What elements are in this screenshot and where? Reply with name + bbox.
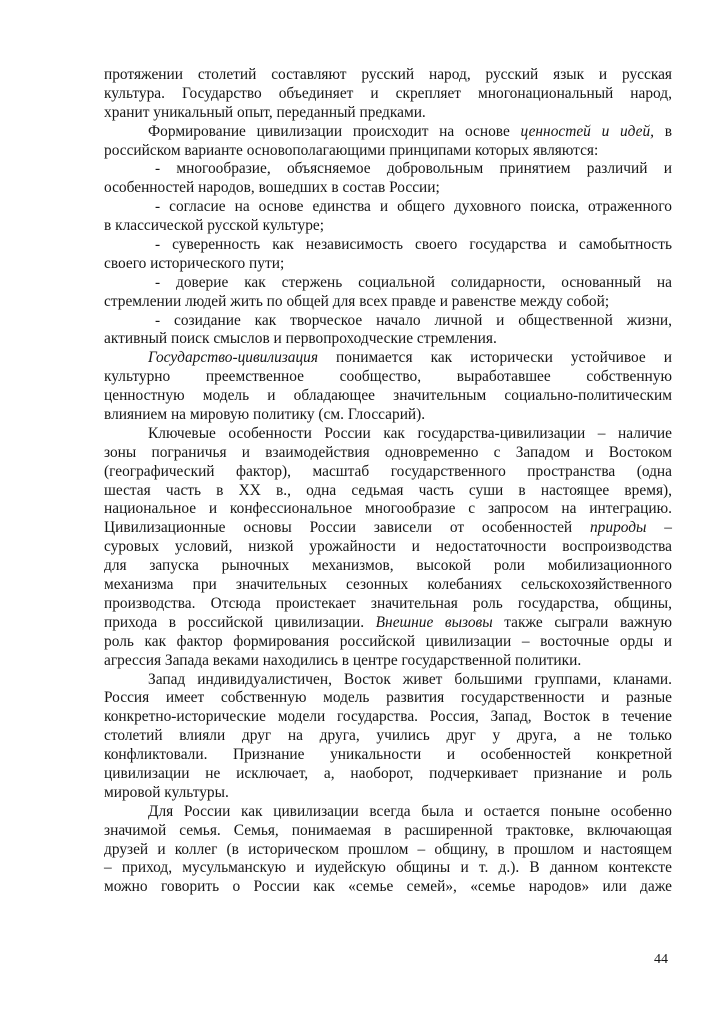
text-line [104,123,672,142]
text-run: для запуска рыночных механизмов, высокой роли мобилизационного [104,557,672,575]
text-line [104,614,672,633]
text-run: конкретно-исторические модели государства. Россия, Запад, Восток в течение [104,708,672,726]
text-line [104,274,672,293]
text-run: в классической русской культуре; [104,217,324,235]
text-line [104,576,672,595]
text-line [104,198,672,217]
text-line [104,312,672,331]
text-line [104,387,672,406]
text-run: Запад индивидуалистичен, Восток живет большими группами, кланами. [148,670,672,688]
text-run: значимой семья. Семья, понимаемая в расширенной трактовке, включающая [104,821,672,839]
text-run: - созидание как творческое начало личной и общественной жизни, [155,311,672,329]
text-line [104,104,672,123]
text-run: шестая часть в XX в., одна седьмая часть суши в настоящее время), [104,481,672,499]
text-line [104,179,672,198]
text-line [104,519,672,538]
italic-term: ценностей и идей, [520,122,655,140]
text-line [104,406,672,425]
text-run: зоны пограничья и взаимодействия одновременно с Западом и Востоком [104,443,672,461]
text-run: агрессия Запада веками находились в центре государственной политики. [104,651,582,669]
text-line [104,444,672,463]
text-run: Цивилизационные основы России зависели от особенностей [104,519,590,537]
text-run: влиянием на мировую политику (см. Глоссарий). [104,406,426,424]
text-run: цивилизации не исключает, а, наоборот, подчеркивает признание и роль [104,764,672,782]
text-line [104,689,672,708]
text-run: культура. Государство объединяет и скрепляет многонациональный народ, [104,84,672,102]
text-line [104,878,672,897]
text-run: - доверие как стержень социальной солидарности, основанный на [155,273,672,291]
text-line [104,557,672,576]
text-run: культурно преемственное сообщество, выработавшее собственную [104,368,672,386]
text-run: друзей и коллег (в историческом прошлом – общину, в прошлом и настоящем [104,840,672,858]
italic-term: природы [589,519,647,537]
text-line [104,859,672,878]
text-line [104,538,672,557]
italic-term: Государство-цивилизация [148,349,319,367]
text-run: конфликтовали. Признание уникальности и особенностей конкретной [104,746,672,764]
text-run: в [654,122,673,140]
text-run: Ключевые особенности России как государства-цивилизации – наличие [148,424,672,442]
text-line [104,255,672,274]
body-text [104,66,672,897]
text-run: активный поиск смыслов и первопроходческие стремления. [104,330,497,348]
text-run: прихода в российской цивилизации. [104,613,376,631]
text-run: – приход, мусульманскую и иудейскую общины и т. д.). В данном контексте [104,859,672,877]
text-run: Для России как цивилизации всегда была и остается поныне особенно [148,802,672,820]
text-line [104,85,672,104]
text-run: суровых условий, низкой урожайности и недостаточности воспроизводства [104,538,672,556]
text-line [104,293,672,312]
text-line [104,217,672,236]
text-line [104,671,672,690]
text-line [104,142,672,161]
text-line [104,368,672,387]
text-line [104,463,672,482]
text-line [104,727,672,746]
text-line [104,482,672,501]
text-run: - многообразие, объясняемое добровольным принятием различий и [155,160,672,178]
text-run: мировой культуры. [104,783,229,801]
text-run: понимается как исторически устойчивое и [318,349,672,367]
text-run: - согласие на основе единства и общего духовного поиска, отраженного [155,198,672,216]
text-line [104,765,672,784]
text-line [104,425,672,444]
text-run: также сыграли важную [492,613,672,631]
text-run: можно говорить о России как «семье семей», «семье народов» или даже [104,878,672,896]
text-run: ценностную модель и обладающее значительным социально-политическим [104,387,672,405]
text-run: своего исторического пути; [104,254,285,272]
text-run: механизма при значительных сезонных колебаниях сельскохозяйственного [104,576,672,594]
text-run: Россия имеет собственную модель развития государственности и разные [104,689,672,707]
text-run: столетий влияли друг на друга, учились друг у друга, а не только [104,727,672,745]
italic-term: Внешние вызовы [375,613,493,631]
text-line [104,633,672,652]
text-line [104,803,672,822]
text-run: российском варианте основополагающими принципами которых являются: [104,141,599,159]
text-line [104,66,672,85]
text-line [104,784,672,803]
text-line [104,349,672,368]
text-run: производства. Отсюда проистекает значительная роль государства, общины, [104,594,672,612]
page-number: 44 [654,952,668,967]
text-run: Формирование цивилизации происходит на основе [148,122,521,140]
text-run: стремлении людей жить по общей для всех правде и равенстве между собой; [104,292,610,310]
text-line [104,500,672,519]
text-line [104,822,672,841]
text-run: - суверенность как независимость своего государства и самобытность [155,236,672,254]
text-line [104,330,672,349]
text-run: особенностей народов, вошедших в состав России; [104,179,440,197]
text-line [104,160,672,179]
text-run: (географический фактор), масштаб государственного пространства (одна [104,462,672,480]
text-run: протяжении столетий составляют русский народ, русский язык и русская [104,66,672,83]
text-line [104,841,672,860]
text-line [104,652,672,671]
text-run: – [646,519,672,537]
text-run: роль как фактор формирования российской цивилизации – восточные орды и [104,632,672,650]
text-run: хранит уникальный опыт, переданный предками. [104,103,426,121]
text-line [104,595,672,614]
text-line [104,746,672,765]
text-line [104,708,672,727]
text-line [104,236,672,255]
text-run: национальное и конфессиональное многообразие с запросом на интеграцию. [104,500,672,518]
